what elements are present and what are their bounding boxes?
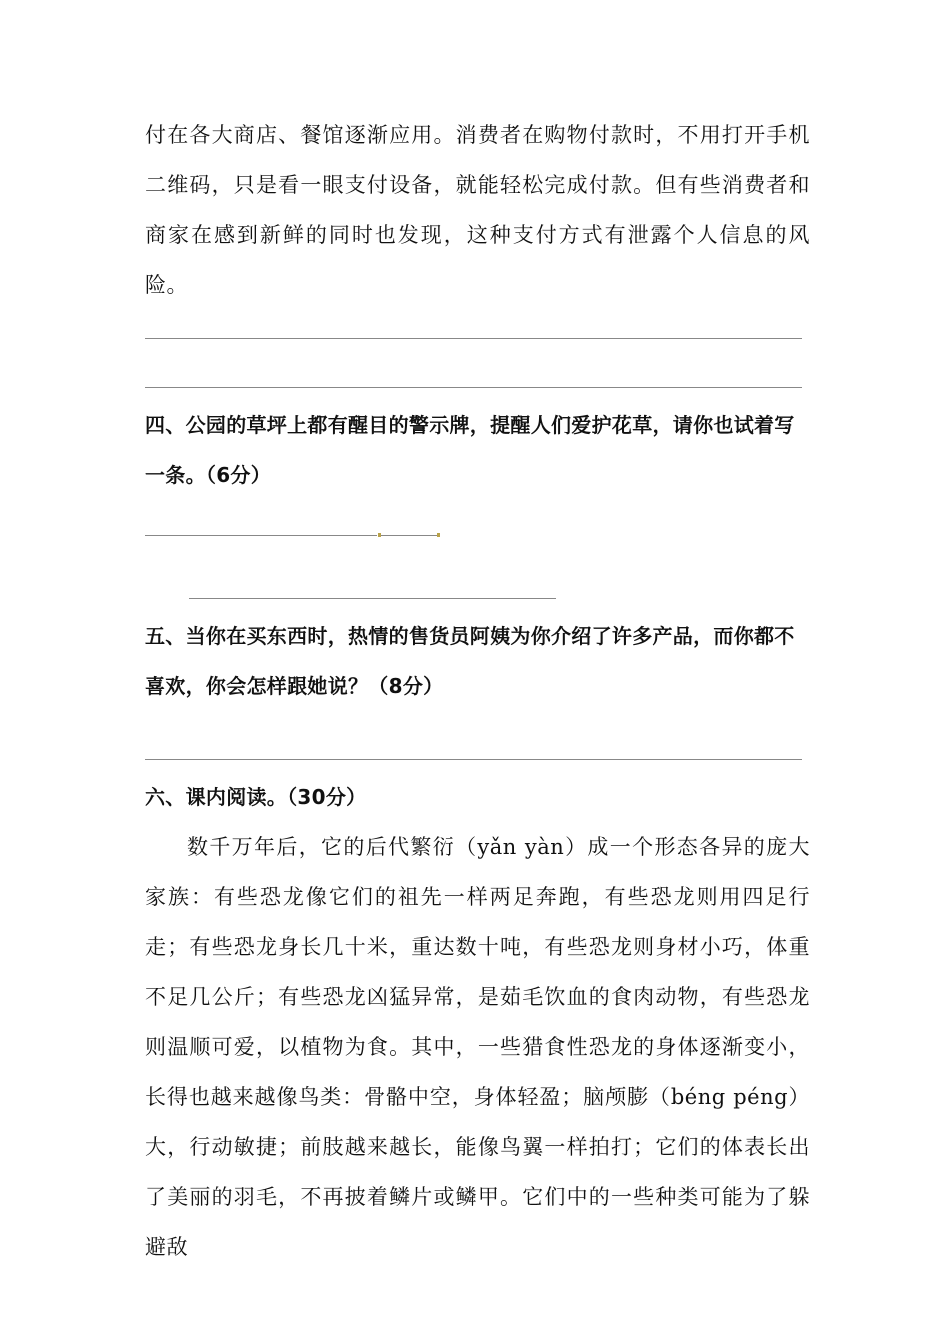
question-4: 四、公园的草坪上都有醒目的警示牌，提醒人们爱护花草，请你也试着写一条。（6分） — [145, 413, 795, 487]
answer-line-short — [145, 500, 810, 550]
spacer — [145, 599, 810, 611]
answer-line-segment — [381, 535, 437, 536]
spacer — [145, 310, 810, 338]
spacer — [145, 339, 810, 387]
answer-line-segment — [145, 535, 377, 536]
document-page — [145, 110, 810, 1272]
spacer — [145, 388, 810, 400]
scan-artifact-mark — [378, 533, 381, 537]
reading-passage: 数千万年后，它的后代繁衍（yǎn yàn）成一个形态各异的庞大家族：有些恐龙像它们的祖先一样两足奔跑，有些恐龙则用四足行走；有些恐龙身长几十米，重达数十吨，有些恐龙则身材小巧，体重不足几公斤；有些恐龙凶猛异常，是茹毛饮血的食肉动物，有些恐龙则温顺可爱，以植物为食。其中，一些猎食性恐龙的身体逐渐变小，长得也越来越像鸟类：骨骼中空，身体轻盈；脑颅膨（béng péng）大，行动敏捷；前肢越来越长，能像鸟翼一样拍打；它们的体表长出了美丽的羽毛，不再披着鳞片或鳞甲。它们中的一些种类可能为了躲避敌 — [145, 835, 810, 1259]
spacer — [145, 760, 810, 772]
spacer — [145, 550, 810, 598]
spacer — [145, 711, 810, 759]
question-5: 五、当你在买东西时，热情的售货员阿姨为你介绍了许多产品，而你都不喜欢，你会怎样跟她说？（8分） — [145, 624, 795, 698]
scan-artifact-mark — [437, 533, 440, 537]
question-6: 六、课内阅读。（30分） — [145, 785, 367, 809]
paragraph-top: 付在各大商店、餐馆逐渐应用。消费者在购物付款时，不用打开手机二维码，只是看一眼支付设备，就能轻松完成付款。但有些消费者和商家在感到新鲜的同时也发现，这种支付方式有泄露个人信息的风险。 — [145, 123, 810, 297]
